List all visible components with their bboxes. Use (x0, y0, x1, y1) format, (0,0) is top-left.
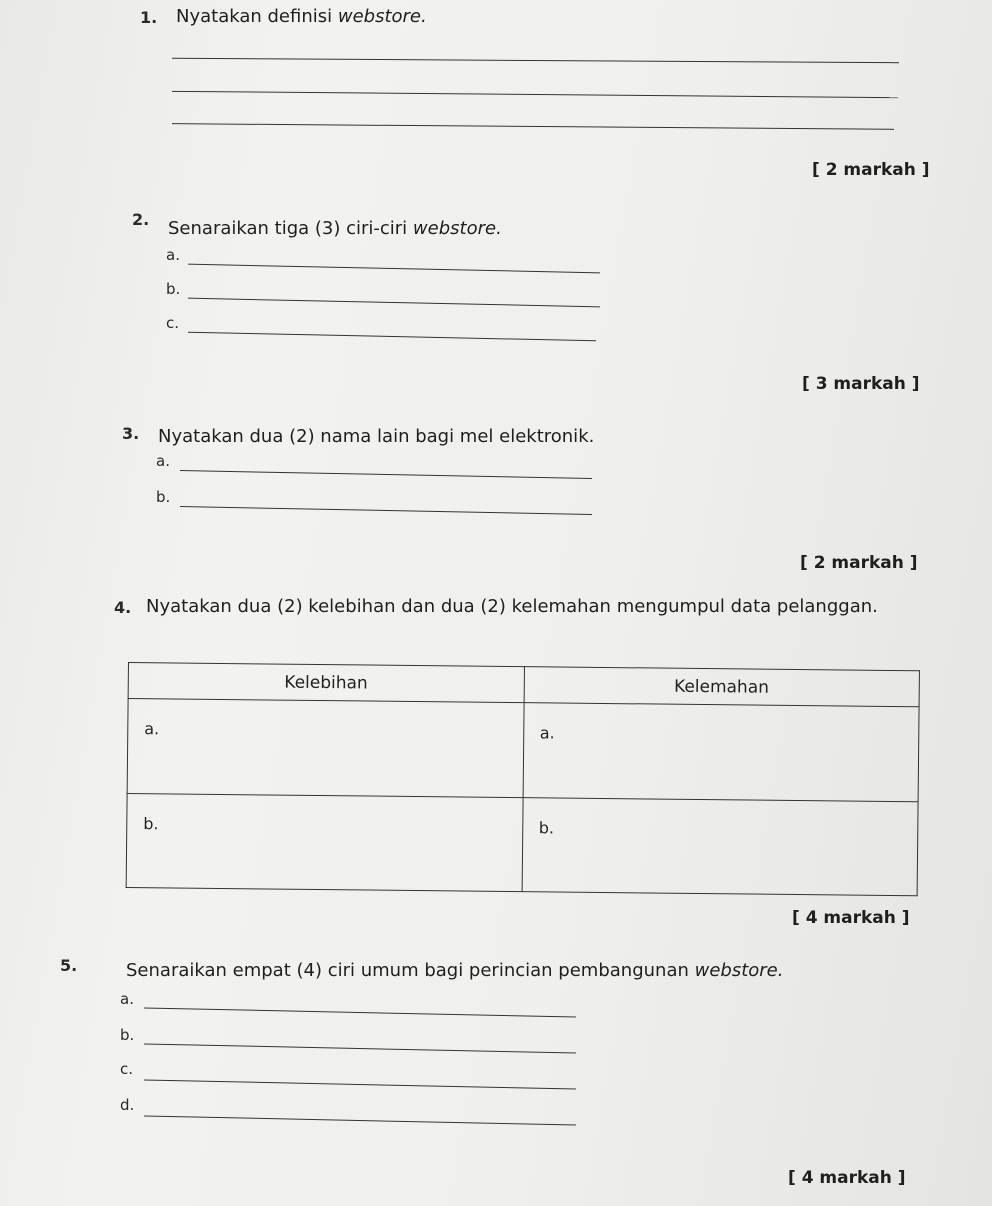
table-row (127, 699, 919, 802)
question-1-text-italic: webstore. (337, 6, 427, 27)
question-2-text-main: Senaraikan tiga (3) ciri-ciri (168, 218, 413, 239)
cell-letter: a. (144, 719, 160, 739)
question-5-letter-b: b. (120, 1026, 135, 1044)
question-2-number: 2. (132, 210, 150, 229)
table-cell-kelemahan-a[interactable] (523, 703, 919, 801)
table-row (126, 793, 918, 896)
question-4-number: 4. (114, 598, 132, 617)
question-3-text: Nyatakan dua (2) nama lain bagi mel elektronik. (158, 426, 595, 447)
table-header-kelemahan: Kelemahan (524, 667, 920, 707)
answer-line-3b[interactable] (180, 506, 592, 515)
question-1-text (176, 6, 427, 27)
answer-line-1-2[interactable] (172, 91, 898, 98)
table-cell-kelebihan-a[interactable] (127, 699, 523, 797)
question-4-text: Nyatakan dua (2) kelebihan dan dua (2) kelemahan mengumpul data pelanggan. (146, 596, 878, 617)
question-2-text (168, 218, 502, 239)
question-5-letter-d: d. (120, 1096, 135, 1114)
answer-line-5d[interactable] (144, 1115, 576, 1125)
cell-letter: b. (538, 817, 555, 838)
table-cell-kelebihan-b[interactable] (126, 793, 522, 892)
question-2-letter-b: b. (166, 280, 181, 298)
question-2-marks: [ 3 markah ] (802, 374, 920, 394)
cell-letter: a. (539, 723, 555, 743)
answer-line-1-1[interactable] (172, 58, 899, 63)
table-cell-kelemahan-b[interactable] (522, 797, 918, 896)
question-3-marks: [ 2 markah ] (800, 553, 918, 573)
answer-line-5c[interactable] (144, 1079, 576, 1089)
answer-line-2a[interactable] (188, 264, 600, 274)
question-2-letter-c: c. (166, 314, 180, 332)
question-5-text-main: Senaraikan empat (4) ciri umum bagi perincian pembangunan (126, 960, 695, 981)
question-5-number: 5. (60, 956, 78, 975)
question-4-marks: [ 4 markah ] (792, 908, 910, 928)
question-5-marks: [ 4 markah ] (788, 1168, 906, 1188)
answer-line-3a[interactable] (180, 470, 592, 479)
question-2-letter-a: a. (166, 246, 180, 264)
question-1-marks: [ 2 markah ] (812, 160, 930, 180)
question-3-letter-b: b. (156, 488, 171, 506)
question-3-number: 3. (122, 424, 140, 443)
answer-line-5b[interactable] (144, 1043, 576, 1053)
answer-line-5a[interactable] (144, 1007, 576, 1017)
question-5-letter-c: c. (120, 1060, 134, 1078)
question-3-letter-a: a. (156, 452, 170, 470)
table-header-kelebihan: Kelebihan (128, 663, 524, 703)
question-5-text-italic: webstore. (694, 960, 784, 981)
answer-line-2c[interactable] (188, 332, 596, 342)
question-2-text-italic: webstore. (412, 218, 502, 239)
question-1-text-main: Nyatakan definisi (176, 6, 338, 27)
question-5-letter-a: a. (120, 990, 134, 1008)
advantages-disadvantages-table (126, 662, 920, 896)
question-1-number: 1. (140, 8, 158, 27)
question-5-text (126, 960, 783, 981)
answer-line-2b[interactable] (188, 298, 600, 308)
cell-letter: b. (143, 813, 159, 833)
answer-line-1-3[interactable] (172, 123, 894, 130)
